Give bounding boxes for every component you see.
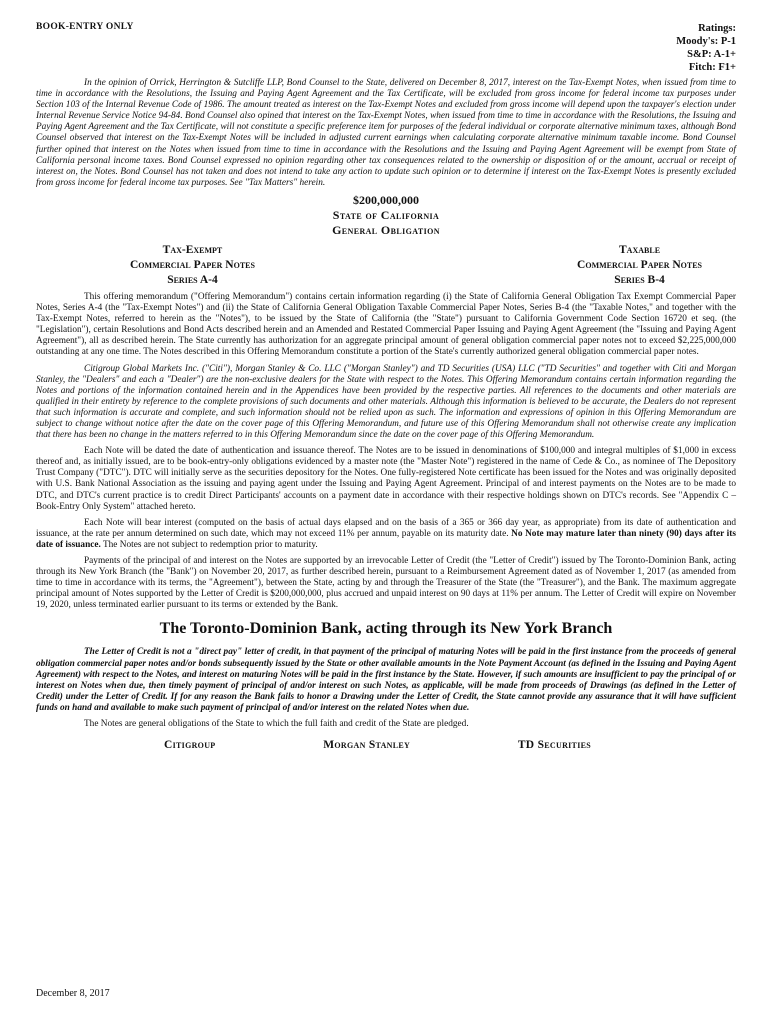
- document-date: December 8, 2017: [36, 988, 110, 999]
- series-b4-name: Series B-4: [614, 273, 665, 286]
- series-b4-tax-status: Taxable: [619, 243, 661, 256]
- offering-memorandum-cover: [36, 18, 736, 751]
- series-b4-heading: [577, 243, 702, 288]
- book-entry-only-label: BOOK-ENTRY ONLY: [36, 22, 134, 32]
- ratings-heading: Ratings:: [698, 23, 736, 34]
- bank-name-heading: The Toronto-Dominion Bank, acting through its New York Branch: [159, 620, 613, 638]
- interest-text: Each Note will bear interest (computed on the basis of actual days elapsed and on the basis of a 365 or 366 day year, as appropriate) from its date of authentication and issuance, at the rate per annum determined on such date, which may not exceed 11% per annum, payable on its maturity date.: [36, 517, 736, 539]
- issuer-name: State of California: [332, 207, 440, 222]
- dealers-paragraph: Citigroup Global Markets Inc. ("Citi"), Morgan Stanley & Co. LLC ("Morgan Stanley") and TD Securities (USA) LLC ("TD Securities" and together with Citi and Morgan Stanley, the "Dealers" and each a "Dealer") are the non-exclusive dealers for the State with respect to the Notes. This Offering Memorandum contains certain information regarding the Notes and portions of the information contained herein and in the Appendices have been provided by the respective parties. All references to the documents and other materials are qualified in their entirety by reference to the complete provisions of such documents and other materials. Although this information is believed to be accurate, the Dealers do not represent that such information is accurate and complete, and such information should not be relied upon as such. The information and expressions of opinion in this Offering Memorandum are subject to change without notice after the date on the cover page of this Offering Memorandum, and future use of this Offering Memorandum shall not otherwise create any implication that there has been no change in the matters referred to in this Offering Memorandum since the date on the cover page of this Offering Memorandum.: [36, 363, 736, 441]
- offering-paragraph: This offering memorandum ("Offering Memorandum") contains certain information regarding (i) the State of California General Obligation Tax Exempt Commercial Paper Notes, Series A-4 (the "Tax-Exempt Notes") and (ii) the State of California General Obligation Taxable Commercial Paper Notes, Series B-4 (the "Taxable Notes," and together with the Tax-Exempt Notes, referred to herein as the "Notes"), to be issued by the State of California (the "State") pursuant to California Government Code Section 16720 et seq. (the "Legislation"), certain Resolutions and Bond Acts described herein and an Amended and Restated Commercial Paper Issuing and Paying Agent Agreement (the "Issuing and Paying Agent Agreement"), all as described herein. The State currently has authorization for an aggregate principal amount of general obligation commercial paper notes not to exceed $2,225,000,000 outstanding at any one time. The Notes described in this Offering Memorandum constitute a portion of the State's currently authorized general obligation commercial paper notes.: [36, 291, 736, 358]
- rating-fitch: Fitch: F1+: [688, 62, 736, 73]
- maturity-limit-text: No Note may mature later than ninety (90) days after its date of issuance.: [36, 528, 736, 550]
- rating-sp: S&P: A-1+: [687, 49, 736, 60]
- general-obligation-statement: The Notes are general obligations of the State to which the full faith and credit of the State are pledged.: [84, 719, 469, 730]
- series-a4-tax-status: Tax-Exempt: [162, 243, 223, 256]
- dealer-names: [36, 739, 736, 751]
- interest-paragraph: [36, 518, 736, 551]
- series-a4-name: Series A-4: [167, 273, 218, 286]
- dealer-morgan-stanley: Morgan Stanley: [323, 739, 411, 752]
- dealer-citigroup: Citigroup: [164, 739, 216, 752]
- letter-of-credit-notice: The Letter of Credit is not a "direct pay" letter of credit, in that payment of the principal of maturing Notes will be paid in the first instance from the proceeds of general obligation commercial paper notes and/or bonds subsequently issued by the State or other available amounts in the Note Payment Account (as defined in the Issuing and Paying Agent Agreement) with respect to the Notes, and interest on maturing Notes will be paid in the first instance by the State. However, if such amounts are insufficient to pay the principal of or interest on Notes when due, then timely payment of principal of and/or interest on such Notes, as applicable, will be made from proceeds of Drawings (as defined in the Letter of Credit) under the Letter of Credit. If for any reason the Bank fails to honor a Drawing under the Letter of Credit, the State cannot provide any assurance that it will have sufficient funds on hand and available to make such payment of principal of and/or interest on the related Notes when due.: [36, 647, 736, 713]
- header: [36, 18, 736, 82]
- dealer-td-securities: TD Securities: [517, 739, 591, 752]
- dating-paragraph: Each Note will be dated the date of authentication and issuance thereof. The Notes are to be issued in denominations of $100,000 and integral multiples of $1,000 in excess thereof and, as initially issued, are to be book-entry-only obligations evidenced by a master note (the "Master Note") registered in the name of Cede & Co., as nominee of The Depository Trust Company ("DTC"). DTC will initially serve as the securities depository for the Notes. One fully-registered Note certificate has been issued for the Notes and was originally deposited with U.S. Bank National Association as the issuing and paying agent under the Issuing and Paying Agent Agreement. Principal of and interest payments on the Notes are to be made to DTC, and DTC's current practice is to credit Direct Participants' accounts on a payment date in accordance with their respective holdings shown on DTC's records. See "Appendix C – Book-Entry Only System" attached hereto.: [36, 446, 736, 512]
- payments-paragraph: Payments of the principal of and interest on the Notes are supported by an irrevocable Letter of Credit (the "Letter of Credit") issued by The Toronto-Dominion Bank, acting through its New York Branch (the "Bank") on November 20, 2017, as further described herein, pursuant to a Reimbursement Agreement dated as of November 1, 2017 (as amended from time to time in accordance with its terms, the "Agreement"), between the State, acting by and through the Treasurer of the State (the "Treasurer"), and the Bank. The maximum aggregate principal amount of Notes supported by the Letter of Credit is $200,000,000, plus accrued and unpaid interest on 90 days at 11% per annum. The Letter of Credit will expire on November 19, 2020, unless terminated earlier pursuant to its terms or extended by the Bank.: [36, 556, 736, 611]
- principal-amount: $200,000,000: [353, 192, 419, 207]
- series-headings: [36, 243, 736, 288]
- tax-opinion-paragraph: In the opinion of Orrick, Herrington & Sutcliffe LLP, Bond Counsel to the State, delivered on December 8, 2017, interest on the Tax-Exempt Notes, when issued from time to time in accordance with the Resolutions, the Issuing and Paying Agent Agreement and the Tax Certificate, will be excluded from gross income for federal income tax purposes under Section 103 of the Internal Revenue Code of 1986. The amount treated as interest on the Tax-Exempt Notes and excluded from gross income will depend upon the taxpayer's election under Internal Revenue Service Notice 94-84. Bond Counsel also opined that interest on the Tax-Exempt Notes, when issued from time to time in accordance with the Resolutions, the Issuing and Paying Agent Agreement and the Tax Certificate, will not constitute a specific preference item for purposes of the federal individual or corporate alternative minimum taxes, although Bond Counsel observed that interest on the Tax-Exempt Notes will be included in adjusted current earnings when calculating corporate alternative minimum taxable income. Bond Counsel further opined that interest on the Notes when issued from time to time in accordance with the Resolutions and the Issuing and Paying Agent Agreement will be exempt from State of California personal income taxes. Bond Counsel expressed no opinion regarding other tax consequences related to the ownership or disposition of or the amount, accrual or receipt of interest on, the Notes. Bond Counsel has not taken and does not intend to take any action to update such opinion or to determine if interest on the Tax-Exempt Notes is presently excluded from gross income for federal income tax purposes. See "Tax Matters" herein.: [36, 78, 736, 188]
- series-b4-note-type: Commercial Paper Notes: [577, 258, 702, 271]
- ratings-block: [676, 22, 736, 74]
- obligation-type: General Obligation: [332, 222, 440, 237]
- series-a4-note-type: Commercial Paper Notes: [130, 258, 255, 271]
- rating-moodys: Moody's: P-1: [676, 36, 736, 47]
- series-a4-heading: [130, 243, 255, 288]
- redemption-text: The Notes are not subject to redemption prior to maturity.: [100, 539, 318, 550]
